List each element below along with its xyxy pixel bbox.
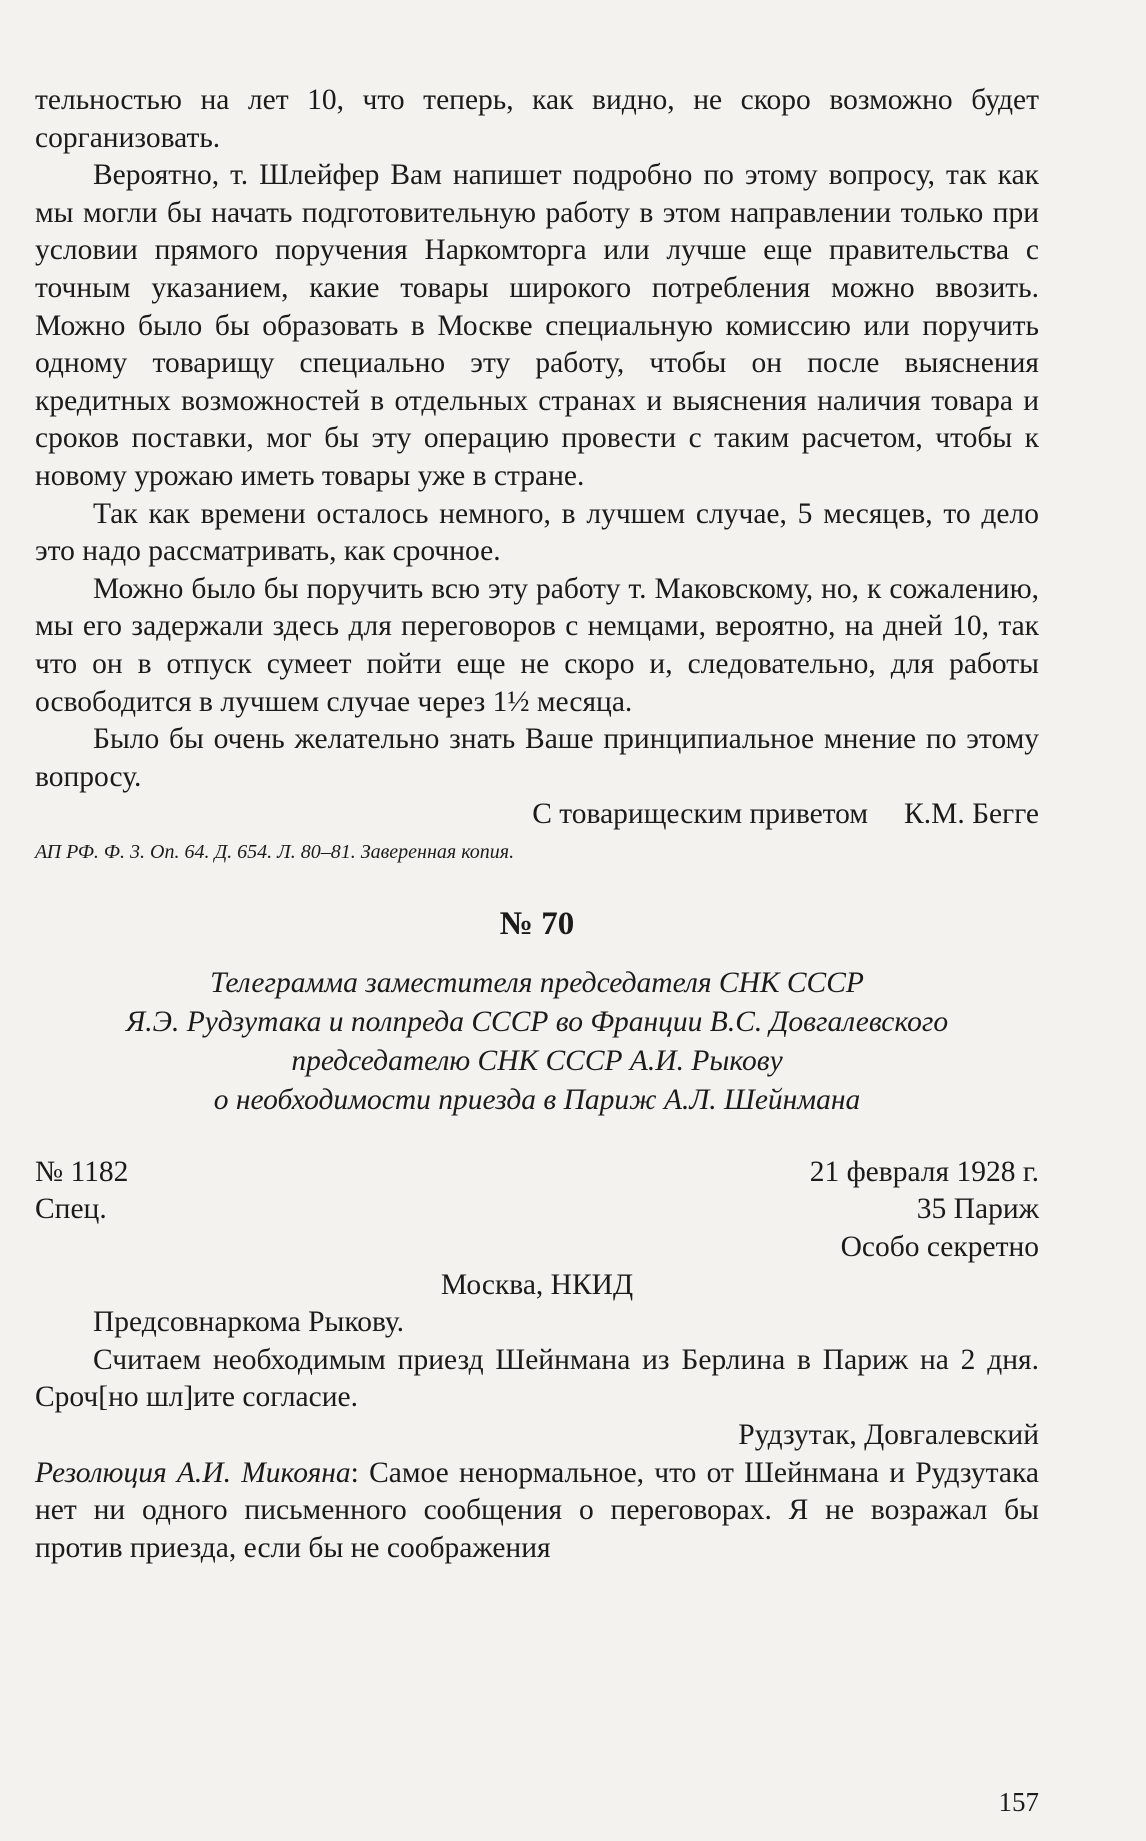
- telegram-header-row: [35, 1154, 1039, 1192]
- resolution-paragraph: [35, 1455, 1039, 1568]
- telegram-number: № 1182: [35, 1155, 129, 1188]
- addressee: Предсовнаркома Рыкову.: [93, 1306, 405, 1339]
- document-title-line: Я.Э. Рудзутака и полпреда СССР во Франции В.С. Довгалевского: [125, 1005, 949, 1038]
- archive-source: АП РФ. Ф. 3. Оп. 64. Д. 654. Л. 80–81. Заверенная копия.: [35, 840, 515, 863]
- telegram-spec: Спец.: [35, 1193, 107, 1226]
- document-page: [35, 82, 1039, 1567]
- document-title-line: о необходимости приезда в Париж А.Л. Шейнмана: [213, 1083, 861, 1116]
- document-title-line: председателю СНК СССР А.И. Рыкову: [291, 1044, 783, 1077]
- page-number: 157: [998, 1787, 1039, 1817]
- addressee-place: Москва, НКИД: [440, 1268, 634, 1301]
- signature-name: К.М. Бегге: [904, 798, 1039, 831]
- telegram-signatories: Рудзутак, Довгалевский: [738, 1419, 1039, 1452]
- letter-signature: [35, 796, 1039, 834]
- resolution-text: : Самое ненормальное, что от Шейнмана и Рудзутака нет ни одного письменного сообщения о переговорах. Я не возражал бы против приезда, если бы не соображения: [35, 1456, 1039, 1564]
- body-paragraph-4: Было бы очень желательно знать Ваше принципиальное мнение по этому вопросу.: [35, 723, 1039, 793]
- body-paragraph-2: Так как времени осталось немного, в лучшем случае, 5 месяцев, то дело это надо рассматривать, как срочное.: [35, 497, 1039, 568]
- resolution-label: Резолюция А.И. Микояна: [35, 1456, 351, 1489]
- telegram-body: Считаем необходимым приезд Шейнмана из Берлина в Париж на 2 дня. Сроч[но шл]ите согласие.: [35, 1343, 1039, 1414]
- document-number: № 70: [499, 905, 575, 942]
- telegram-spec-row: [35, 1191, 1039, 1229]
- signature-greeting: С товарищеским приветом: [532, 798, 869, 831]
- body-paragraph-3: Можно было бы поручить всю эту работу т. Маковскому, но, к сожалению, мы его задержали здесь для переговоров с немцами, вероятно, на дней 10, так что он в отпуск сумеет пойти еще не скоро и, следовательно, для работы освободится в лучшем случае через 1½ месяца.: [35, 572, 1039, 718]
- telegram-origin: 35 Париж: [916, 1193, 1039, 1226]
- document-title-line: Телеграмма заместителя председателя СНК СССР: [210, 966, 864, 999]
- continuation-paragraph: тельностью на лет 10, что теперь, как видно, не скоро возможно будет сорганизовать.: [35, 84, 1039, 154]
- classification-stamp: Особо секретно: [840, 1231, 1039, 1264]
- body-paragraph-1: Вероятно, т. Шлейфер Вам напишет подробно по этому вопросу, так как мы могли бы начать подготовительную работу в этом направлении только при условии прямого поручения Наркомторга или лучше еще правительства с точным указанием, какие товары широкого потребления можно ввозить. Можно было бы образовать в Москве специальную комиссию или поручить одному товарищу специально эту работу, чтобы он после выяснения кредитных возможностей в отдельных странах и выяснения наличия товара и сроков поставки, мог бы эту операцию провести с таким расчетом, чтобы к новому урожаю иметь товары уже в стране.: [35, 159, 1039, 492]
- telegram-date: 21 февраля 1928 г.: [809, 1155, 1039, 1188]
- document-title: [35, 964, 1039, 1120]
